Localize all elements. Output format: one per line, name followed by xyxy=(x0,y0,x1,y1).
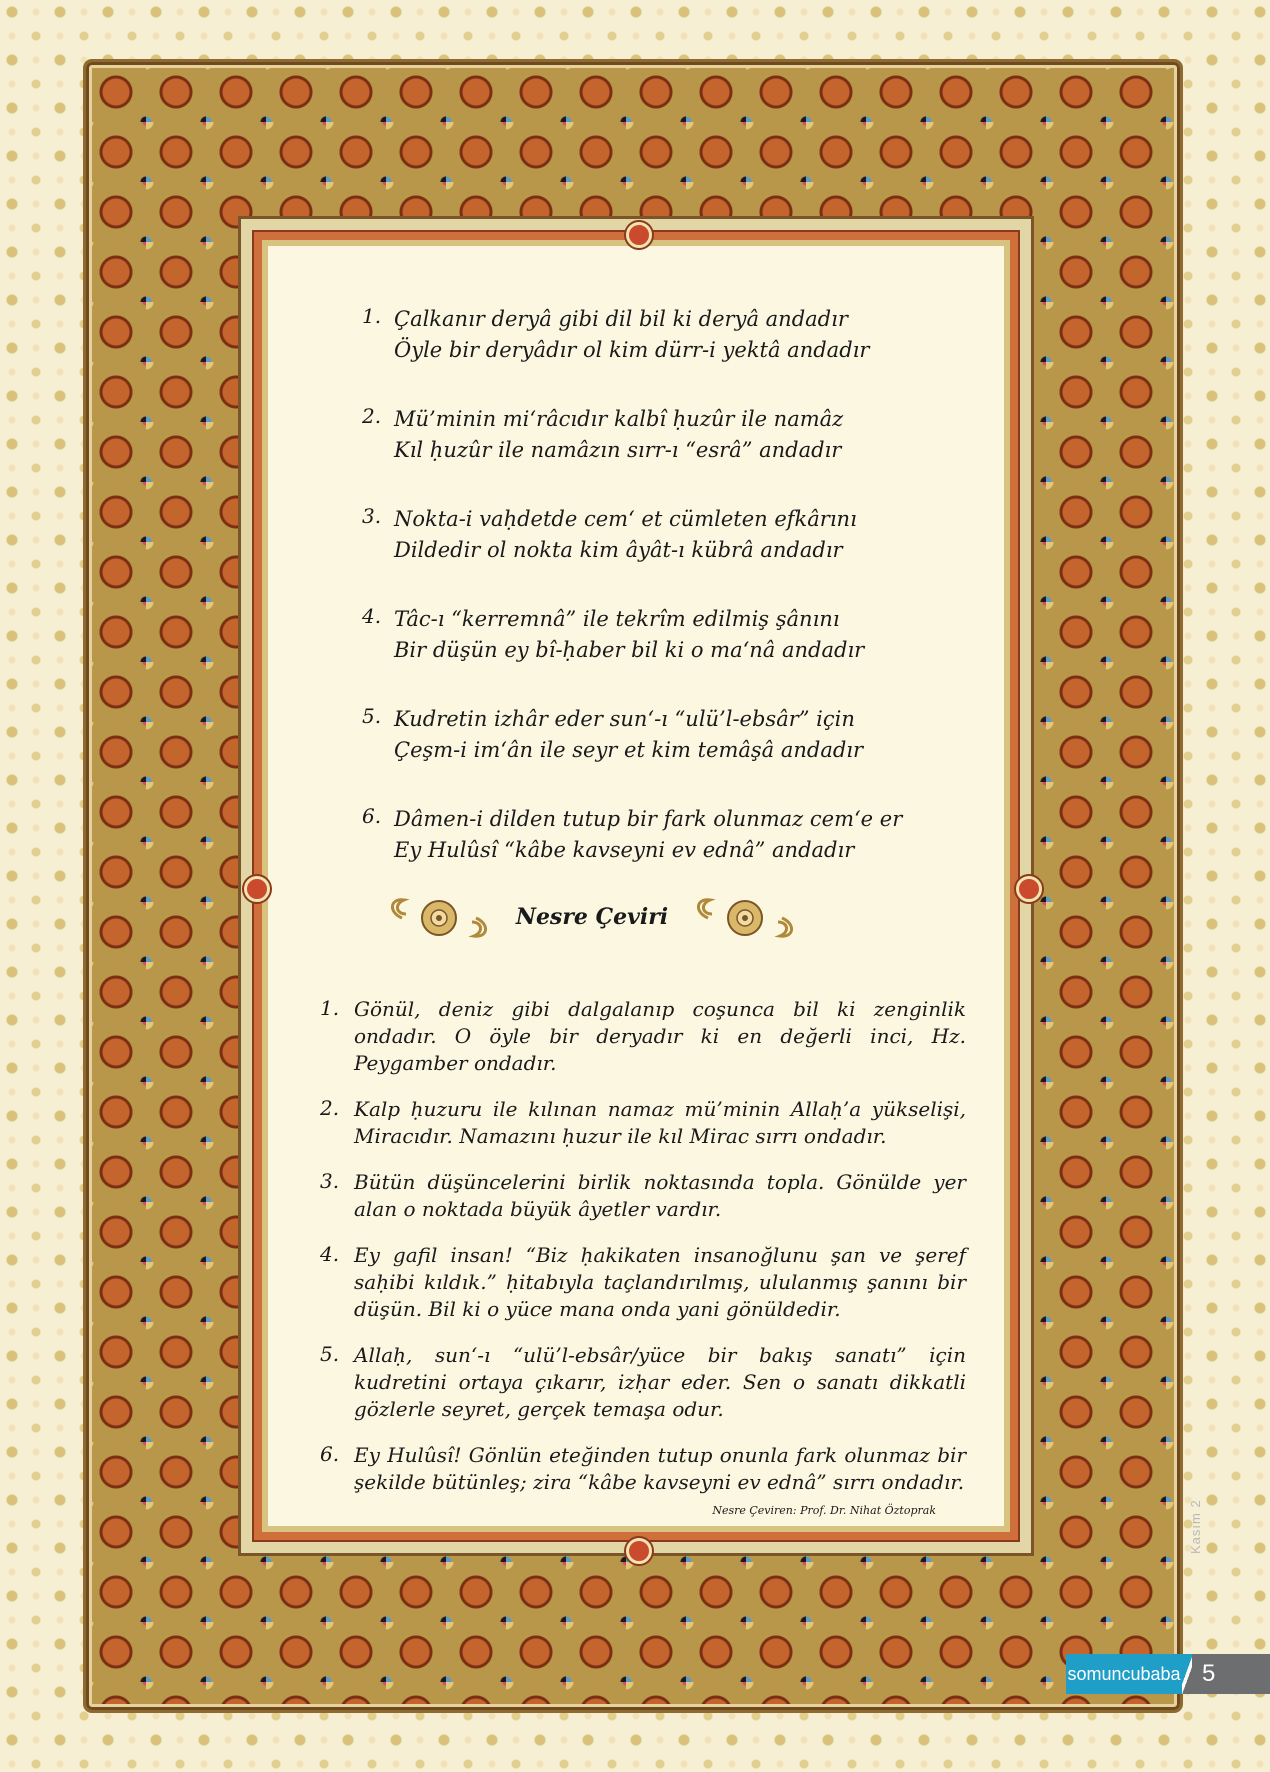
prose-item xyxy=(320,1442,966,1496)
stanza-line: Çeşm-i im‘ân ile seyr et kim temâşâ andadır xyxy=(394,738,864,762)
stanza-line: Ey Hulûsî “kâbe kavseyni ev ednâ” andadır xyxy=(394,838,855,862)
poem-stanza xyxy=(362,404,922,466)
magazine-brand: somuncubaba xyxy=(1066,1654,1182,1694)
stanza-line: Bir düşün ey bî-ḥaber bil ki o ma‘nâ andadır xyxy=(394,638,865,662)
poem-stanza xyxy=(362,804,922,866)
frame-knot-icon xyxy=(1016,876,1042,902)
poem-stanza xyxy=(362,704,922,766)
prose-translation xyxy=(320,996,966,1515)
badge-separator xyxy=(1182,1654,1192,1694)
rosette-ornament-icon xyxy=(690,892,800,944)
translator-credit: Nesre Çeviren: Prof. Dr. Nihat Öztoprak xyxy=(712,1504,936,1517)
stanza-line: Öyle bir deryâdır ol kim dürr-i yektâ andadır xyxy=(394,338,870,362)
stanza-line: Nokta-i vaḥdetde cem‘ et cümleten efkârını xyxy=(394,507,857,531)
poem xyxy=(362,304,922,904)
frame-knot-icon xyxy=(626,222,652,248)
prose-number: 6. xyxy=(320,1442,340,1466)
frame-knot-icon xyxy=(626,1538,652,1564)
prose-number: 3. xyxy=(320,1169,340,1193)
stanza-number: 4. xyxy=(362,604,382,628)
prose-number: 2. xyxy=(320,1096,340,1120)
poem-stanza xyxy=(362,304,922,366)
stanza-line: Dildedir ol nokta kim âyât-ı kübrâ andadır xyxy=(394,538,843,562)
rosette-ornament-icon xyxy=(384,892,494,944)
section-header xyxy=(384,888,804,952)
prose-text: Allaḥ, sun‘-ı “ulü’l-ebsâr/yüce bir bakış sanatı” için kudretini ortaya çıkarır, izḥar eder. Sen o sanatı dikkatli gözlerle seyret, gerçek temaşa odur. xyxy=(354,1343,966,1421)
prose-text: Gönül, deniz gibi dalgalanıp coşunca bil ki zenginlik ondadır. O öyle bir deryadır ki en değerli inci, Hz. Peygamber ondadır. xyxy=(354,997,966,1075)
stanza-line: Tâc-ı “kerremnâ” ile tekrîm edilmiş şânını xyxy=(394,607,840,631)
prose-item xyxy=(320,1242,966,1323)
prose-text: Ey gafil insan! “Biz ḥakikaten insanoğlunu şan ve şeref saḥibi kıldık.” ḥitabıyla taçlandırılmış, ululanmış şanını bir düşün. Bil ki o yüce mana onda yani gönüldedir. xyxy=(354,1243,966,1321)
stanza-number: 3. xyxy=(362,504,382,528)
prose-text: Bütün düşüncelerini birlik noktasında topla. Gönülde yer alan o noktada büyük âyetler vardır. xyxy=(354,1170,966,1221)
page-number: 5 xyxy=(1192,1654,1270,1694)
prose-item xyxy=(320,996,966,1077)
stanza-line: Kıl ḥuzûr ile namâzın sırr-ı “esrâ” andadır xyxy=(394,438,842,462)
page-badge xyxy=(1066,1654,1270,1694)
frame-knot-icon xyxy=(244,876,270,902)
issue-label: Kasım 2 xyxy=(1188,1499,1203,1554)
prose-number: 1. xyxy=(320,996,340,1020)
prose-item xyxy=(320,1169,966,1223)
stanza-number: 5. xyxy=(362,704,382,728)
stanza-number: 2. xyxy=(362,404,382,428)
stanza-number: 6. xyxy=(362,804,382,828)
stanza-line: Çalkanır deryâ gibi dil bil ki deryâ andadır xyxy=(394,307,848,331)
prose-text: Kalp ḥuzuru ile kılınan namaz mü’minin Allaḥ’a yükselişi, Miracıdır. Namazını ḥuzur ile kıl Mirac sırrı ondadır. xyxy=(354,1097,966,1148)
stanza-line: Mü’minin mi‘râcıdır kalbî ḥuzûr ile namâz xyxy=(394,407,844,431)
prose-text: Ey Hulûsî! Gönlün eteğinden tutup onunla fark olunmaz bir şekilde bütünleş; zira “kâbe kavseyni ev ednâ” sırrı ondadır. xyxy=(354,1443,966,1494)
stanza-line: Dâmen-i dilden tutup bir fark olunmaz cem‘e er xyxy=(394,807,903,831)
poem-stanza xyxy=(362,604,922,666)
stanza-number: 1. xyxy=(362,304,382,328)
section-title: Nesre Çeviri xyxy=(515,904,669,930)
stanza-line: Kudretin izhâr eder sun‘-ı “ulü’l-ebsâr” için xyxy=(394,707,855,731)
prose-number: 5. xyxy=(320,1342,340,1366)
prose-item xyxy=(320,1096,966,1150)
poem-stanza xyxy=(362,504,922,566)
prose-item xyxy=(320,1342,966,1423)
prose-number: 4. xyxy=(320,1242,340,1266)
